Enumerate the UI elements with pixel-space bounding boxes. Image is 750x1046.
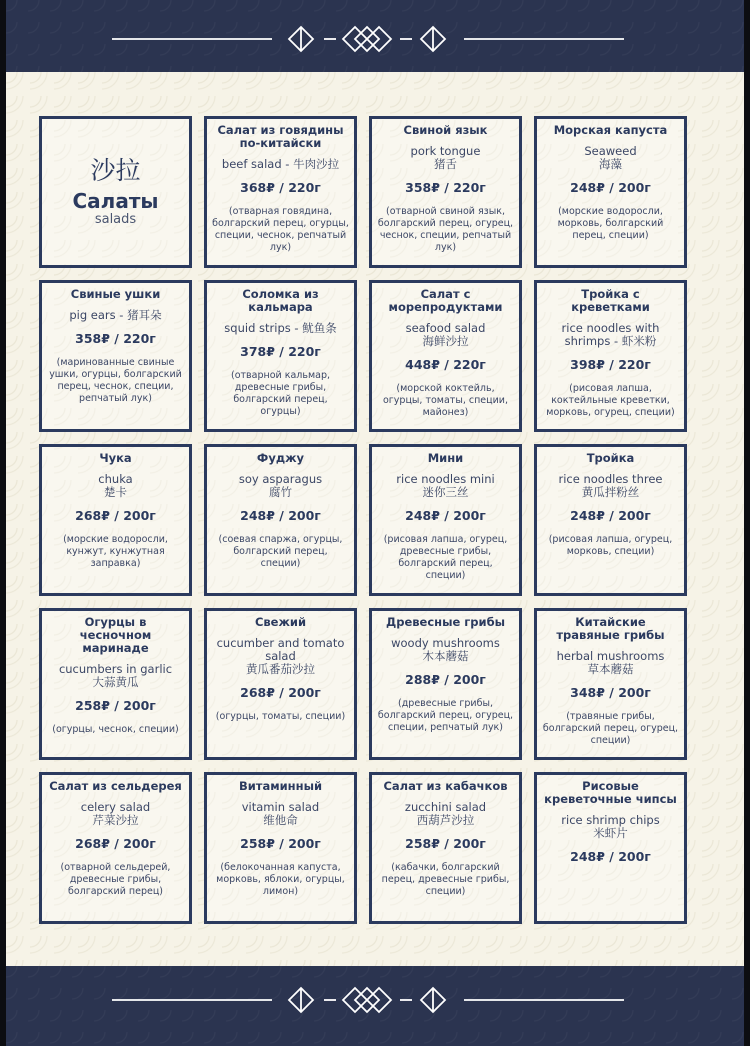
item-ingredients: (морские водоросли, кунжут, кунжутная заправка) (63, 534, 168, 569)
item-price: 248₽ / 200г (240, 508, 321, 523)
item-ingredients: (рисовая лапша, коктейльные креветки, морковь, огурец, специи) (546, 383, 675, 418)
item-price: 248₽ / 200г (570, 849, 651, 864)
item-name: Древесные грибы (385, 615, 506, 629)
item-name: Свиные ушки (70, 287, 161, 301)
item-ingredients: (отварной сельдерей, древесные грибы, болгарский перец) (60, 862, 171, 897)
menu-item (39, 280, 192, 432)
ornament-divider-icon (6, 19, 744, 59)
item-ingredients: (маринованные свиные ушки, огурцы, болгарский перец, чеснок, специи, репчатый лук) (49, 357, 182, 404)
menu-item (369, 116, 522, 268)
item-price: 258₽ / 200г (75, 698, 156, 713)
item-name: Рисовые креветочные чипсы (544, 779, 677, 806)
item-name: Свежий (254, 615, 307, 629)
item-translation: squid strips - 鱿鱼条 (224, 321, 337, 335)
item-translation: rice shrimp chips 米虾片 (561, 813, 660, 840)
item-translation: pig ears - 猪耳朵 (69, 308, 162, 322)
item-price: 268₽ / 200г (75, 508, 156, 523)
item-name: Салат с морепродуктами (388, 287, 503, 314)
menu-item (534, 772, 687, 924)
item-price: 448₽ / 220г (405, 357, 486, 372)
item-price: 268₽ / 200г (75, 836, 156, 851)
item-price: 268₽ / 200г (240, 685, 321, 700)
item-ingredients: (огурцы, чеснок, специи) (52, 724, 179, 735)
item-name: Тройка с креветками (571, 287, 650, 314)
item-name: Огурцы в чесночном маринаде (79, 615, 152, 655)
menu-page (6, 0, 744, 1046)
menu-item (39, 444, 192, 596)
item-translation: chuka 楚卡 (98, 472, 133, 499)
item-translation: celery salad 芹菜沙拉 (80, 800, 151, 827)
item-ingredients: (морские водоросли, морковь, болгарский перец, специи) (557, 206, 664, 241)
item-name: Фуджу (256, 451, 305, 465)
item-price: 258₽ / 200г (240, 836, 321, 851)
item-translation: zucchini salad 西葫芦沙拉 (404, 800, 487, 827)
item-ingredients: (отварная говядина, болгарский перец, огурцы, специи, чеснок, репчатый лук) (212, 206, 349, 253)
item-translation: Seaweed 海藻 (584, 144, 637, 171)
item-translation: vitamin salad 维他命 (241, 800, 320, 827)
menu-item (369, 772, 522, 924)
menu-item (39, 608, 192, 760)
item-price: 398₽ / 220г (570, 357, 651, 372)
item-name: Тройка (586, 451, 635, 465)
item-name: Салат из кабачков (383, 779, 508, 793)
item-price: 248₽ / 200г (405, 508, 486, 523)
item-name: Чука (99, 451, 132, 465)
item-name: Мини (427, 451, 464, 465)
item-name: Салат из сельдерея (49, 779, 182, 793)
menu-item (534, 116, 687, 268)
item-translation: seafood salad 海鲜沙拉 (405, 321, 486, 348)
menu-item (39, 772, 192, 924)
item-name: Морская капуста (553, 123, 668, 137)
item-translation: herbal mushrooms 草本蘑菇 (556, 649, 665, 676)
menu-item (534, 280, 687, 432)
item-ingredients: (отварной свиной язык, болгарский перец, огурец, чеснок, специи, репчатый лук) (377, 206, 514, 253)
item-price: 248₽ / 200г (570, 508, 651, 523)
item-ingredients: (белокочанная капуста, морковь, яблоки, огурцы, лимон) (216, 862, 345, 897)
item-price: 248₽ / 200г (570, 180, 651, 195)
item-ingredients: (соевая спаржа, огурцы, болгарский перец, специи) (218, 534, 343, 569)
item-translation: soy asparagus 腐竹 (238, 472, 323, 499)
item-translation: woody mushrooms 木本蘑菇 (391, 636, 500, 663)
salad-menu-grid (39, 116, 687, 924)
item-name: Витаминный (238, 779, 323, 793)
item-ingredients: (кабачки, болгарский перец, древесные грибы, специи) (381, 862, 510, 897)
section-title: Салаты (72, 189, 159, 213)
item-price: 368₽ / 220г (240, 180, 321, 195)
menu-item (204, 772, 357, 924)
item-ingredients: (травяные грибы, болгарский перец, огурец, специи) (542, 711, 679, 746)
item-name: Соломка из кальмара (242, 287, 319, 314)
item-translation: rice noodles with shrimps - 虾米粉 (561, 321, 660, 348)
item-price: 258₽ / 200г (405, 836, 486, 851)
item-name: Китайские травяные грибы (556, 615, 665, 642)
item-ingredients: (древесные грибы, болгарский перец, огурец, специи, репчатый лук) (377, 698, 514, 733)
item-ingredients: (морской коктейль, огурцы, томаты, специи, майонез) (383, 383, 508, 418)
item-translation: rice noodles mini 迷你三丝 (396, 472, 495, 499)
item-translation: cucumbers in garlic 大蒜黄瓜 (58, 662, 173, 689)
menu-item (534, 608, 687, 760)
section-title-chinese: 沙拉 (90, 156, 141, 185)
menu-item (204, 608, 357, 760)
item-translation: cucumber and tomato salad 黄瓜番茄沙拉 (216, 636, 345, 676)
top-banner (6, 0, 744, 72)
item-translation: pork tongue 猪舌 (410, 144, 481, 171)
menu-item (204, 444, 357, 596)
menu-item (369, 444, 522, 596)
item-price: 348₽ / 200г (570, 685, 651, 700)
item-translation: rice noodles three 黄瓜拌粉丝 (558, 472, 663, 499)
item-ingredients: (рисовая лапша, огурец, древесные грибы, болгарский перец, специи) (383, 534, 508, 581)
item-price: 378₽ / 220г (240, 344, 321, 359)
menu-item (369, 280, 522, 432)
item-name: Салат из говядины по-китайски (217, 123, 344, 150)
section-subtitle: salads (94, 212, 137, 227)
item-price: 288₽ / 200г (405, 672, 486, 687)
menu-item (369, 608, 522, 760)
item-price: 358₽ / 220г (405, 180, 486, 195)
item-price: 358₽ / 220г (75, 331, 156, 346)
menu-item (204, 116, 357, 268)
menu-item (534, 444, 687, 596)
menu-item (204, 280, 357, 432)
item-ingredients: (рисовая лапша, огурец, морковь, специи) (548, 534, 673, 557)
item-ingredients: (огурцы, томаты, специи) (215, 711, 346, 722)
ornament-divider-icon (6, 980, 744, 1020)
section-title-card (39, 116, 192, 268)
item-name: Свиной язык (403, 123, 488, 137)
bottom-banner (6, 966, 744, 1046)
item-translation: beef salad - 牛肉沙拉 (221, 157, 340, 171)
item-ingredients: (отварной кальмар, древесные грибы, болгарский перец, огурцы) (231, 370, 330, 417)
